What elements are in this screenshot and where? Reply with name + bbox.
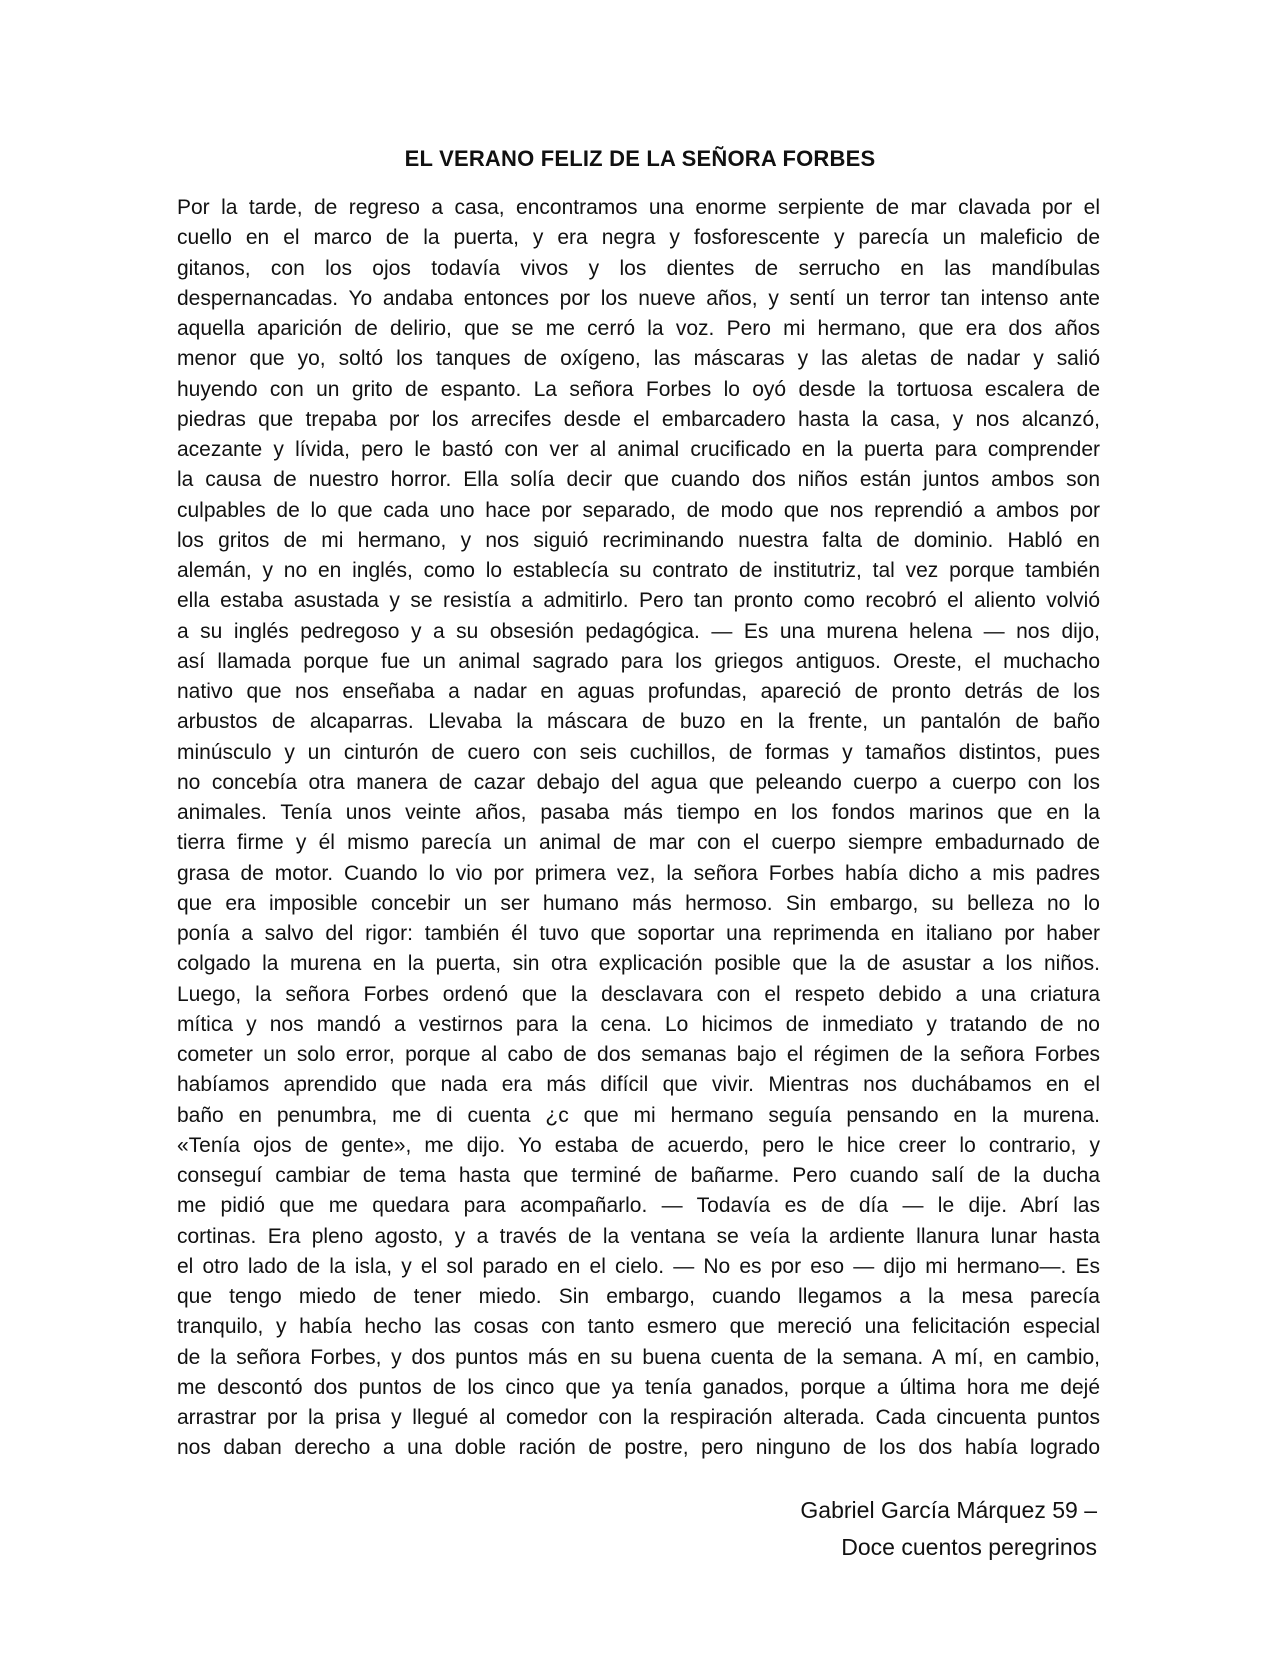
text-line: arrastrar por la prisa y llegué al comedor con la respiración alterada. Cada cincuenta puntos	[177, 1406, 1100, 1429]
text-line: me descontó dos puntos de los cinco que ya tenía ganados, porque a última hora me dejé	[177, 1375, 1100, 1399]
text-line: tierra firme y él mismo parecía un animal de mar con el cuerpo siempre embadurnado de	[177, 831, 1100, 855]
text-line: acezante y lívida, pero le bastó con ver al animal crucificado en la puerta para comprender	[177, 438, 1100, 461]
text-line: tranquilo, y había hecho las cosas con tanto esmero que mereció una felicitación especial	[177, 1315, 1100, 1339]
text-line: mítica y nos mandó a vestirnos para la cena. Lo hicimos de inmediato y tratando de no	[177, 1012, 1100, 1036]
text-line: culpables de lo que cada uno hace por separado, de modo que nos reprendió a ambos por	[177, 498, 1100, 522]
text-line: colgado la murena en la puerta, sin otra explicación posible que la de asustar a los niños.	[177, 952, 1100, 976]
text-line: no concebía otra manera de cazar debajo del agua que peleando cuerpo a cuerpo con los	[177, 770, 1100, 794]
text-line: de la señora Forbes, y dos puntos más en su buena cuenta de la semana. A mí, en cambio,	[177, 1345, 1100, 1369]
text-line: cuello en el marco de la puerta, y era negra y fosforescente y parecía un maleficio de	[177, 226, 1100, 250]
text-line: conseguí cambiar de tema hasta que terminé de bañarme. Pero cuando salí de la ducha	[177, 1164, 1100, 1187]
text-line: alemán, y no en inglés, como lo establecía su contrato de institutriz, tal vez porque también	[177, 559, 1100, 582]
text-line: nos daban derecho a una doble ración de postre, pero ninguno de los dos había logrado	[177, 1436, 1100, 1460]
text-line: arbustos de alcaparras. Llevaba la máscara de buzo en la frente, un pantalón de baño	[177, 710, 1100, 734]
text-line: ella estaba asustada y se resistía a admitirlo. Pero tan pronto como recobró el aliento volvió	[177, 589, 1100, 613]
text-line: grasa de motor. Cuando lo vio por primera vez, la señora Forbes había dicho a mis padres	[177, 861, 1100, 885]
text-line: los gritos de mi hermano, y nos siguió recriminando nuestra falta de dominio. Habló en	[177, 528, 1100, 552]
text-line: minúsculo y un cinturón de cuero con seis cuchillos, de formas y tamaños distintos, pues	[177, 740, 1100, 764]
text-line: habíamos aprendido que nada era más difícil que vivir. Mientras nos duchábamos en el	[177, 1073, 1100, 1097]
text-line: a su inglés pedregoso y a su obsesión pedagógica. — Es una murena helena — nos dijo,	[177, 619, 1100, 643]
text-line: animales. Tenía unos veinte años, pasaba más tiempo en los fondos marinos que en la	[177, 801, 1100, 824]
text-line: Por la tarde, de regreso a casa, encontramos una enorme serpiente de mar clavada por el	[177, 196, 1100, 219]
footer-author-page: Gabriel García Márquez 59 –	[800, 1497, 1097, 1523]
footer-book-title: Doce cuentos peregrinos	[841, 1534, 1097, 1560]
text-line: que era imposible concebir un ser humano más hermoso. Sin embargo, su belleza no lo	[177, 891, 1100, 915]
text-line: aquella aparición de delirio, que se me cerró la voz. Pero mi hermano, que era dos años	[177, 317, 1100, 340]
text-line: baño en penumbra, me di cuenta ¿c que mi hermano seguía pensando en la murena.	[177, 1103, 1100, 1127]
text-line: gitanos, con los ojos todavía vivos y los dientes de serrucho en las mandíbulas	[177, 256, 1100, 280]
text-line: Luego, la señora Forbes ordenó que la desclavara con el respeto debido a una criatura	[177, 982, 1100, 1006]
text-line: así llamada porque fue un animal sagrado para los griegos antiguos. Oreste, el muchacho	[177, 649, 1100, 673]
text-line: despernancadas. Yo andaba entonces por los nueve años, y sentí un terror tan intenso ante	[177, 286, 1100, 310]
body-paragraph	[177, 193, 1100, 1464]
text-line: menor que yo, soltó los tanques de oxígeno, las máscaras y las aletas de nadar y salió	[177, 347, 1100, 371]
text-line: ponía a salvo del rigor: también él tuvo que soportar una reprimenda en italiano por haber	[177, 922, 1100, 945]
text-line: el otro lado de la isla, y el sol parado en el cielo. — No es por eso — dijo mi hermano—. Es	[177, 1254, 1100, 1278]
text-line: «Tenía ojos de gente», me dijo. Yo estaba de acuerdo, pero le hice creer lo contrario, y	[177, 1133, 1100, 1157]
text-line: cometer un solo error, porque al cabo de dos semanas bajo el régimen de la señora Forbes	[177, 1043, 1100, 1066]
page-title: EL VERANO FELIZ DE LA SEÑORA FORBES	[404, 146, 876, 171]
text-line: huyendo con un grito de espanto. La señora Forbes lo oyó desde la tortuosa escalera de	[177, 377, 1100, 401]
text-line: que tengo miedo de tener miedo. Sin embargo, cuando llegamos a la mesa parecía	[177, 1285, 1100, 1308]
text-line: nativo que nos enseñaba a nadar en aguas profundas, apareció de pronto detrás de los	[177, 680, 1100, 703]
text-line: la causa de nuestro horror. Ella solía decir que cuando dos niños están juntos ambos son	[177, 468, 1100, 492]
text-line: cortinas. Era pleno agosto, y a través de la ventana se veía la ardiente llanura lunar hasta	[177, 1224, 1100, 1248]
text-line: piedras que trepaba por los arrecifes desde el embarcadero hasta la casa, y nos alcanzó,	[177, 407, 1100, 431]
text-line: me pidió que me quedara para acompañarlo. — Todavía es de día — le dije. Abrí las	[177, 1194, 1100, 1218]
